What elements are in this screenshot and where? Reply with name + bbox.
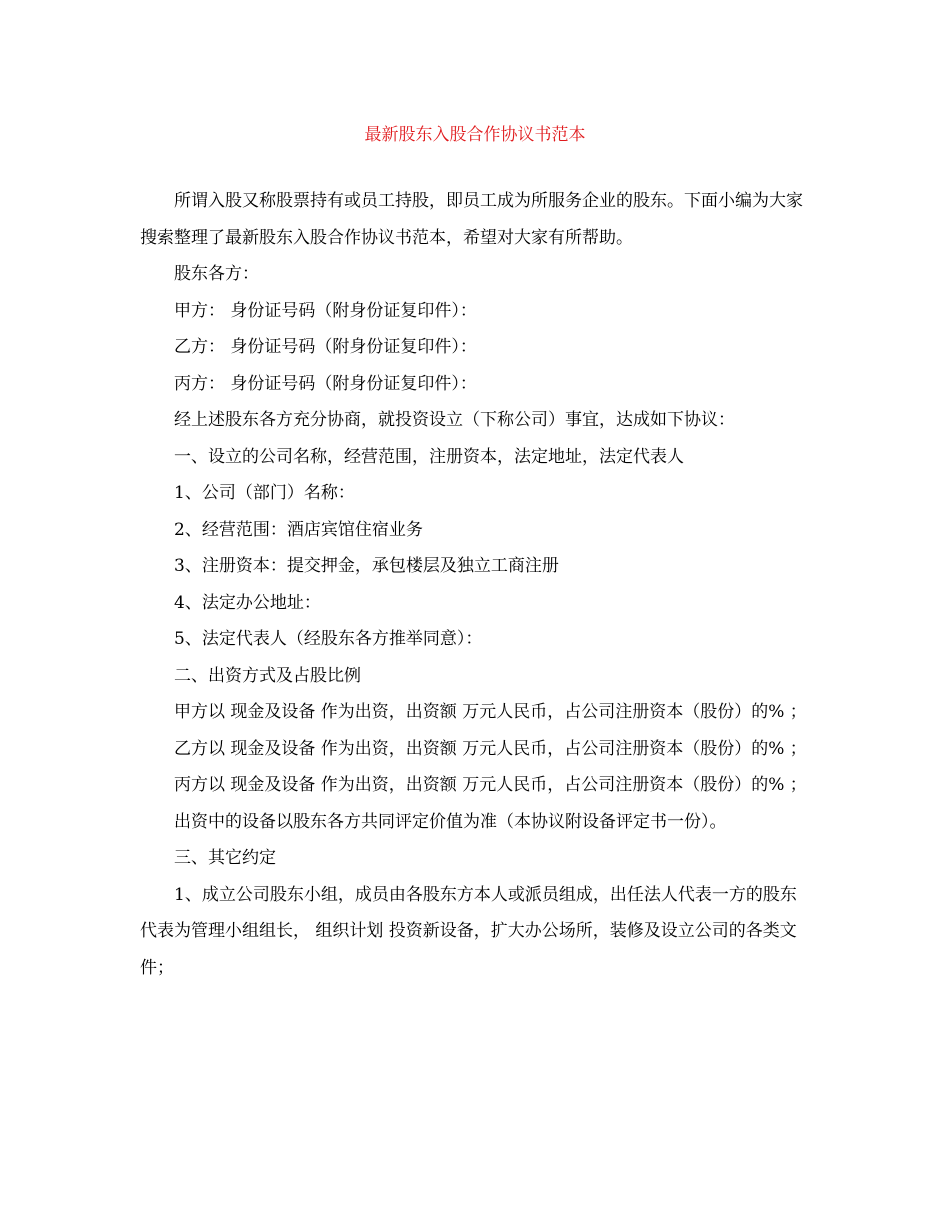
paragraph-shareholder-group: 1、成立公司股东小组，成员由各股东方本人或派员组成，出任法人代表一方的股东代表为管理小组组长， 组织计划 投资新设备，扩大办公场所，装修及设立公司的各类文件； [140, 884, 797, 978]
paragraph-business-scope: 2、经营范围：酒店宾馆住宿业务 [174, 519, 423, 540]
paragraph-intro: 所谓入股又称股票持有或员工持股，即员工成为所服务企业的股东。下面小编为大家搜索整理了最新股东入股合作协议书范本，希望对大家有所帮助。 [140, 191, 803, 248]
paragraph-section-3-heading: 三、其它约定 [174, 848, 276, 868]
document-title: 最新股东入股合作协议书范本 [364, 125, 586, 145]
paragraph-agreement-intro: 经上述股东各方充分协商，就投资设立（下称公司）事宜，达成如下协议： [174, 410, 735, 430]
paragraph-section-1-heading: 一、设立的公司名称，经营范围，注册资本，法定地址，法定代表人 [174, 446, 684, 467]
paragraph-party-b: 乙方： 身份证号码（附身份证复印件）： [174, 337, 477, 357]
paragraph-party-b-contribution: 乙方以 现金及设备 作为出资，出资额 万元人民币，占公司注册资本（股份）的% ； [174, 738, 807, 759]
paragraph-party-c: 丙方： 身份证号码（附身份证复印件）： [174, 373, 477, 394]
paragraph-office-address: 4、法定办公地址： [174, 592, 321, 613]
paragraph-section-2-heading: 二、出资方式及占股比例 [174, 665, 361, 686]
paragraph-company-name: 1、公司（部门）名称： [174, 483, 355, 503]
paragraph-equipment-valuation: 出资中的设备以股东各方共同评定价值为准（本协议附设备评定书一份）。 [174, 811, 727, 832]
paragraph-party-c-contribution: 丙方以 现金及设备 作为出资，出资额 万元人民币，占公司注册资本（股份）的% ； [174, 775, 807, 795]
paragraph-party-a-contribution: 甲方以 现金及设备 作为出资，出资额 万元人民币，占公司注册资本（股份）的% ； [174, 702, 807, 722]
paragraph-legal-representative: 5、法定代表人（经股东各方推举同意）： [174, 629, 483, 649]
paragraph-party-a: 甲方： 身份证号码（附身份证复印件）： [174, 300, 477, 321]
paragraph-parties-heading: 股东各方： [174, 264, 259, 284]
paragraph-registered-capital: 3、注册资本：提交押金，承包楼层及独立工商注册 [174, 556, 559, 576]
document-body [140, 183, 810, 986]
